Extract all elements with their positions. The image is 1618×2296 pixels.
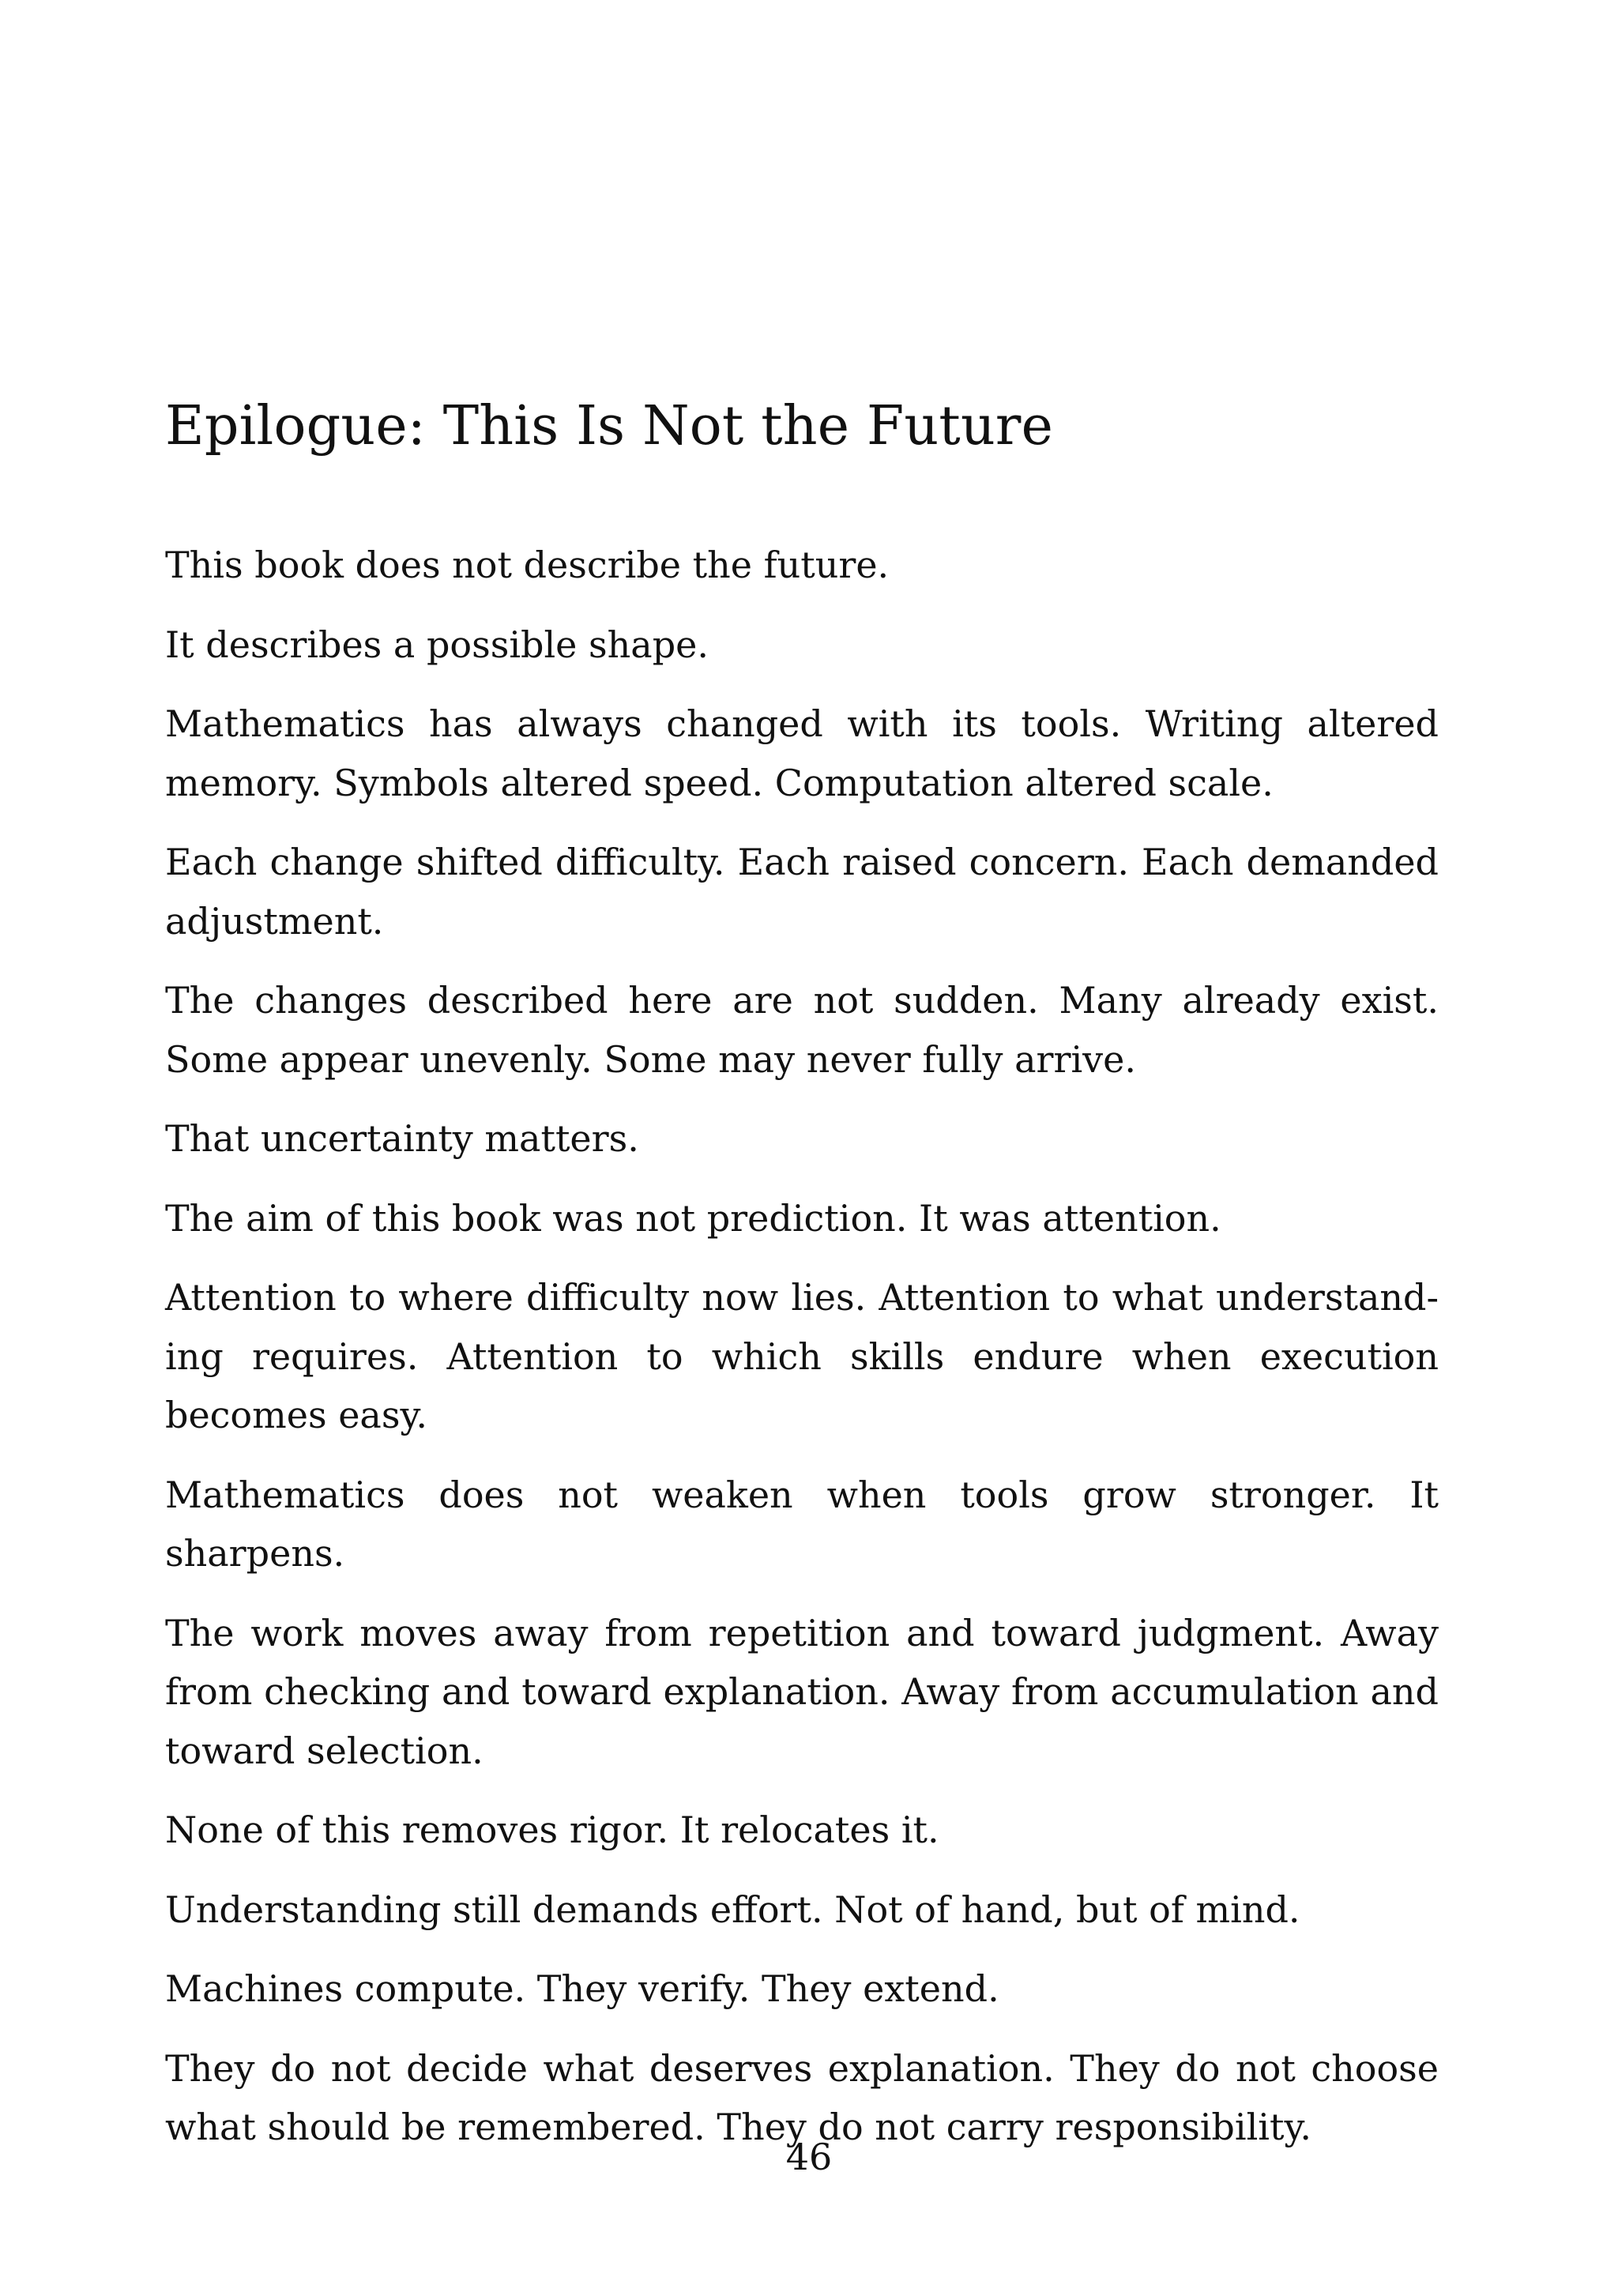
paragraph-12: Understanding still demands effort. Not of hand, but of mind.: [165, 1888, 1300, 1931]
chapter-title: Epilogue: This Is Not the Future: [165, 395, 1054, 457]
paragraph-5: The changes described here are not sudden. Many already exist. Some appear unevenly. Some may never fully arrive.: [165, 979, 1439, 1081]
paragraph-10: The work moves away from repetition and toward judgment. Away from checking and toward explanation. Away from accumulation and toward selection.: [165, 1611, 1439, 1772]
paragraph-11: None of this removes rigor. It relocates it.: [165, 1809, 939, 1851]
paragraph-14: They do not decide what deserves explanation. They do not choose what should be remembered. They do not carry responsibility.: [165, 2046, 1439, 2148]
paragraph-2: It describes a possible shape.: [165, 623, 709, 666]
paragraph-1: This book does not describe the future.: [165, 544, 890, 586]
page-number: 46: [785, 2136, 833, 2178]
paragraph-13: Machines compute. They verify. They extend.: [165, 1967, 999, 2010]
paragraph-3: Mathematics has always changed with its tools. Writing altered memory. Symbols altered speed. Computation altered scale.: [165, 702, 1439, 804]
paragraph-8: Attention to where difficulty now lies. Attention to what understanding requires. Attention to which skills endure when execution becomes easy.: [165, 1276, 1439, 1436]
paragraph-7: The aim of this book was not prediction. It was attention.: [165, 1196, 1221, 1240]
body-text: [165, 536, 1439, 2177]
paragraph-4: Each change shifted difficulty. Each raised concern. Each demanded adjustment.: [165, 841, 1439, 943]
paragraph-9: Mathematics does not weaken when tools grow stronger. It sharpens.: [165, 1473, 1439, 1575]
paragraph-6: That uncertainty matters.: [165, 1117, 639, 1160]
